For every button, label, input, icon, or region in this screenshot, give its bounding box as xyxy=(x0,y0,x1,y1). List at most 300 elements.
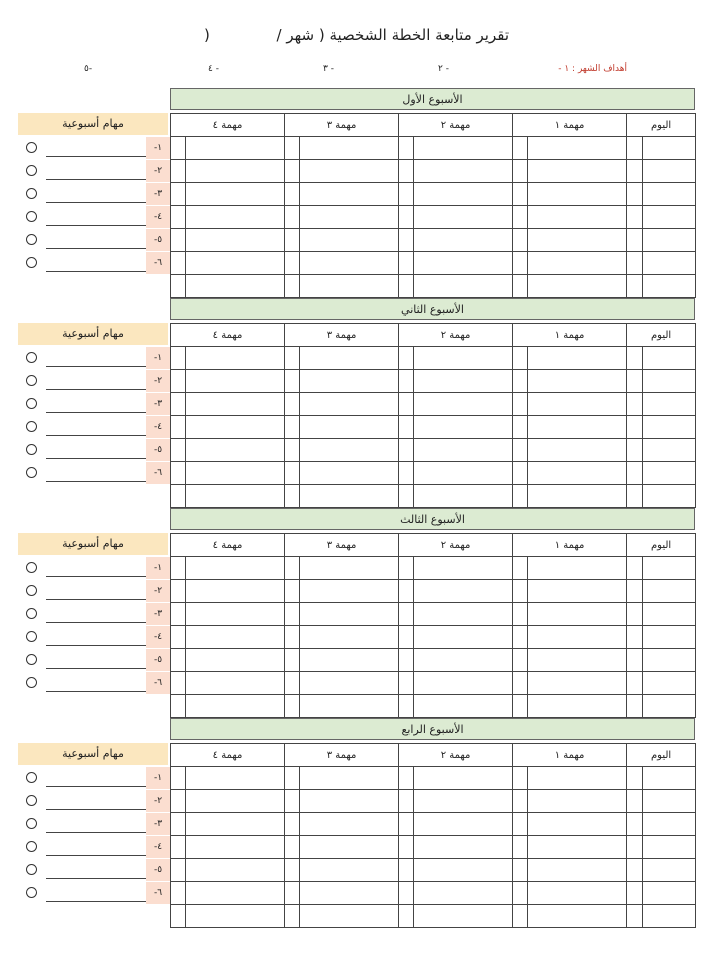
check-cell[interactable] xyxy=(285,767,300,790)
check-cell[interactable] xyxy=(513,206,528,229)
task-checkbox-circle-icon[interactable] xyxy=(26,864,37,875)
task-cell[interactable] xyxy=(186,813,285,836)
day-cell[interactable] xyxy=(643,672,696,695)
task-cell[interactable] xyxy=(186,790,285,813)
check-cell[interactable] xyxy=(285,137,300,160)
check-cell[interactable] xyxy=(627,439,643,462)
task-cell[interactable] xyxy=(300,626,399,649)
day-cell[interactable] xyxy=(643,649,696,672)
check-cell[interactable] xyxy=(399,580,414,603)
task-cell[interactable] xyxy=(186,859,285,882)
task-cell[interactable] xyxy=(300,275,399,298)
check-cell[interactable] xyxy=(513,229,528,252)
day-cell[interactable] xyxy=(643,252,696,275)
task-cell[interactable] xyxy=(186,229,285,252)
task-cell[interactable] xyxy=(414,859,513,882)
task-cell[interactable] xyxy=(528,206,627,229)
task-cell[interactable] xyxy=(186,275,285,298)
check-cell[interactable] xyxy=(171,905,186,928)
task-checkbox-circle-icon[interactable] xyxy=(26,608,37,619)
task-cell[interactable] xyxy=(186,370,285,393)
task-cell[interactable] xyxy=(300,229,399,252)
day-cell[interactable] xyxy=(643,813,696,836)
check-cell[interactable] xyxy=(399,859,414,882)
check-cell[interactable] xyxy=(399,160,414,183)
day-cell[interactable] xyxy=(643,275,696,298)
check-cell[interactable] xyxy=(627,557,643,580)
check-cell[interactable] xyxy=(399,649,414,672)
task-cell[interactable] xyxy=(528,137,627,160)
task-cell[interactable] xyxy=(186,137,285,160)
task-cell[interactable] xyxy=(414,370,513,393)
check-cell[interactable] xyxy=(171,649,186,672)
check-cell[interactable] xyxy=(627,580,643,603)
check-cell[interactable] xyxy=(513,347,528,370)
check-cell[interactable] xyxy=(513,580,528,603)
check-cell[interactable] xyxy=(285,229,300,252)
check-cell[interactable] xyxy=(513,695,528,718)
check-cell[interactable] xyxy=(513,416,528,439)
check-cell[interactable] xyxy=(513,790,528,813)
check-cell[interactable] xyxy=(627,836,643,859)
day-cell[interactable] xyxy=(643,859,696,882)
check-cell[interactable] xyxy=(399,790,414,813)
check-cell[interactable] xyxy=(399,626,414,649)
check-cell[interactable] xyxy=(627,275,643,298)
check-cell[interactable] xyxy=(171,206,186,229)
task-write-line[interactable] xyxy=(46,435,146,436)
task-cell[interactable] xyxy=(414,416,513,439)
check-cell[interactable] xyxy=(285,393,300,416)
task-cell[interactable] xyxy=(300,836,399,859)
task-write-line[interactable] xyxy=(46,645,146,646)
task-write-line[interactable] xyxy=(46,248,146,249)
check-cell[interactable] xyxy=(285,206,300,229)
task-write-line[interactable] xyxy=(46,832,146,833)
check-cell[interactable] xyxy=(171,695,186,718)
check-cell[interactable] xyxy=(285,439,300,462)
task-cell[interactable] xyxy=(186,836,285,859)
check-cell[interactable] xyxy=(399,275,414,298)
check-cell[interactable] xyxy=(513,275,528,298)
check-cell[interactable] xyxy=(399,416,414,439)
check-cell[interactable] xyxy=(513,649,528,672)
check-cell[interactable] xyxy=(171,137,186,160)
day-cell[interactable] xyxy=(643,137,696,160)
check-cell[interactable] xyxy=(513,462,528,485)
task-checkbox-circle-icon[interactable] xyxy=(26,257,37,268)
task-cell[interactable] xyxy=(414,485,513,508)
task-cell[interactable] xyxy=(300,462,399,485)
task-checkbox-circle-icon[interactable] xyxy=(26,375,37,386)
check-cell[interactable] xyxy=(627,626,643,649)
task-cell[interactable] xyxy=(300,649,399,672)
task-cell[interactable] xyxy=(300,160,399,183)
task-cell[interactable] xyxy=(528,626,627,649)
task-cell[interactable] xyxy=(414,672,513,695)
check-cell[interactable] xyxy=(627,370,643,393)
day-cell[interactable] xyxy=(643,370,696,393)
task-cell[interactable] xyxy=(300,252,399,275)
task-write-line[interactable] xyxy=(46,202,146,203)
task-cell[interactable] xyxy=(414,206,513,229)
task-write-line[interactable] xyxy=(46,156,146,157)
task-write-line[interactable] xyxy=(46,855,146,856)
check-cell[interactable] xyxy=(627,767,643,790)
task-cell[interactable] xyxy=(186,672,285,695)
day-cell[interactable] xyxy=(643,695,696,718)
task-cell[interactable] xyxy=(186,626,285,649)
check-cell[interactable] xyxy=(285,370,300,393)
check-cell[interactable] xyxy=(399,137,414,160)
task-cell[interactable] xyxy=(300,137,399,160)
check-cell[interactable] xyxy=(627,882,643,905)
check-cell[interactable] xyxy=(399,370,414,393)
check-cell[interactable] xyxy=(513,370,528,393)
check-cell[interactable] xyxy=(399,767,414,790)
task-cell[interactable] xyxy=(414,905,513,928)
task-cell[interactable] xyxy=(414,557,513,580)
task-cell[interactable] xyxy=(528,183,627,206)
check-cell[interactable] xyxy=(513,183,528,206)
task-write-line[interactable] xyxy=(46,668,146,669)
check-cell[interactable] xyxy=(627,485,643,508)
day-cell[interactable] xyxy=(643,767,696,790)
check-cell[interactable] xyxy=(513,557,528,580)
check-cell[interactable] xyxy=(285,557,300,580)
check-cell[interactable] xyxy=(171,836,186,859)
task-cell[interactable] xyxy=(300,813,399,836)
task-cell[interactable] xyxy=(186,206,285,229)
task-cell[interactable] xyxy=(300,672,399,695)
task-cell[interactable] xyxy=(186,649,285,672)
task-cell[interactable] xyxy=(528,347,627,370)
check-cell[interactable] xyxy=(627,672,643,695)
check-cell[interactable] xyxy=(285,183,300,206)
task-checkbox-circle-icon[interactable] xyxy=(26,188,37,199)
check-cell[interactable] xyxy=(285,695,300,718)
check-cell[interactable] xyxy=(171,393,186,416)
day-cell[interactable] xyxy=(643,229,696,252)
task-cell[interactable] xyxy=(528,557,627,580)
task-cell[interactable] xyxy=(414,882,513,905)
check-cell[interactable] xyxy=(399,603,414,626)
task-cell[interactable] xyxy=(414,813,513,836)
check-cell[interactable] xyxy=(627,416,643,439)
check-cell[interactable] xyxy=(513,485,528,508)
task-cell[interactable] xyxy=(414,649,513,672)
task-cell[interactable] xyxy=(414,137,513,160)
task-checkbox-circle-icon[interactable] xyxy=(26,562,37,573)
day-cell[interactable] xyxy=(643,206,696,229)
check-cell[interactable] xyxy=(399,462,414,485)
task-cell[interactable] xyxy=(528,790,627,813)
task-cell[interactable] xyxy=(414,439,513,462)
check-cell[interactable] xyxy=(513,859,528,882)
task-checkbox-circle-icon[interactable] xyxy=(26,142,37,153)
task-cell[interactable] xyxy=(300,767,399,790)
check-cell[interactable] xyxy=(171,462,186,485)
task-write-line[interactable] xyxy=(46,271,146,272)
check-cell[interactable] xyxy=(399,905,414,928)
check-cell[interactable] xyxy=(171,160,186,183)
check-cell[interactable] xyxy=(171,252,186,275)
task-write-line[interactable] xyxy=(46,179,146,180)
check-cell[interactable] xyxy=(171,859,186,882)
check-cell[interactable] xyxy=(399,813,414,836)
check-cell[interactable] xyxy=(285,485,300,508)
task-cell[interactable] xyxy=(300,580,399,603)
check-cell[interactable] xyxy=(399,882,414,905)
check-cell[interactable] xyxy=(171,275,186,298)
task-cell[interactable] xyxy=(414,836,513,859)
check-cell[interactable] xyxy=(171,229,186,252)
task-checkbox-circle-icon[interactable] xyxy=(26,444,37,455)
check-cell[interactable] xyxy=(171,580,186,603)
task-write-line[interactable] xyxy=(46,389,146,390)
task-checkbox-circle-icon[interactable] xyxy=(26,841,37,852)
task-cell[interactable] xyxy=(414,160,513,183)
task-cell[interactable] xyxy=(414,767,513,790)
task-cell[interactable] xyxy=(528,252,627,275)
check-cell[interactable] xyxy=(627,813,643,836)
task-write-line[interactable] xyxy=(46,458,146,459)
task-cell[interactable] xyxy=(186,882,285,905)
check-cell[interactable] xyxy=(285,672,300,695)
check-cell[interactable] xyxy=(285,462,300,485)
task-cell[interactable] xyxy=(186,462,285,485)
check-cell[interactable] xyxy=(513,813,528,836)
check-cell[interactable] xyxy=(513,905,528,928)
task-cell[interactable] xyxy=(186,603,285,626)
check-cell[interactable] xyxy=(627,347,643,370)
day-cell[interactable] xyxy=(643,905,696,928)
check-cell[interactable] xyxy=(399,836,414,859)
task-cell[interactable] xyxy=(528,439,627,462)
check-cell[interactable] xyxy=(513,626,528,649)
day-cell[interactable] xyxy=(643,580,696,603)
check-cell[interactable] xyxy=(171,672,186,695)
task-cell[interactable] xyxy=(300,485,399,508)
task-cell[interactable] xyxy=(414,603,513,626)
day-cell[interactable] xyxy=(643,183,696,206)
task-cell[interactable] xyxy=(300,206,399,229)
task-write-line[interactable] xyxy=(46,576,146,577)
check-cell[interactable] xyxy=(627,206,643,229)
check-cell[interactable] xyxy=(399,485,414,508)
task-cell[interactable] xyxy=(186,439,285,462)
task-cell[interactable] xyxy=(186,485,285,508)
task-cell[interactable] xyxy=(186,695,285,718)
check-cell[interactable] xyxy=(627,790,643,813)
check-cell[interactable] xyxy=(171,347,186,370)
task-cell[interactable] xyxy=(528,229,627,252)
check-cell[interactable] xyxy=(285,160,300,183)
day-cell[interactable] xyxy=(643,160,696,183)
task-cell[interactable] xyxy=(528,836,627,859)
check-cell[interactable] xyxy=(399,206,414,229)
day-cell[interactable] xyxy=(643,603,696,626)
task-checkbox-circle-icon[interactable] xyxy=(26,352,37,363)
task-cell[interactable] xyxy=(528,416,627,439)
check-cell[interactable] xyxy=(285,905,300,928)
task-cell[interactable] xyxy=(186,416,285,439)
task-checkbox-circle-icon[interactable] xyxy=(26,818,37,829)
check-cell[interactable] xyxy=(627,183,643,206)
check-cell[interactable] xyxy=(285,416,300,439)
day-cell[interactable] xyxy=(643,439,696,462)
task-cell[interactable] xyxy=(528,905,627,928)
day-cell[interactable] xyxy=(643,790,696,813)
task-cell[interactable] xyxy=(528,767,627,790)
task-cell[interactable] xyxy=(300,859,399,882)
task-cell[interactable] xyxy=(186,393,285,416)
check-cell[interactable] xyxy=(627,462,643,485)
check-cell[interactable] xyxy=(285,649,300,672)
task-checkbox-circle-icon[interactable] xyxy=(26,887,37,898)
check-cell[interactable] xyxy=(627,695,643,718)
task-cell[interactable] xyxy=(300,393,399,416)
task-checkbox-circle-icon[interactable] xyxy=(26,654,37,665)
check-cell[interactable] xyxy=(627,160,643,183)
check-cell[interactable] xyxy=(399,252,414,275)
check-cell[interactable] xyxy=(285,347,300,370)
task-cell[interactable] xyxy=(186,580,285,603)
check-cell[interactable] xyxy=(171,183,186,206)
check-cell[interactable] xyxy=(513,836,528,859)
check-cell[interactable] xyxy=(513,137,528,160)
task-checkbox-circle-icon[interactable] xyxy=(26,234,37,245)
task-cell[interactable] xyxy=(414,462,513,485)
check-cell[interactable] xyxy=(285,252,300,275)
check-cell[interactable] xyxy=(171,882,186,905)
task-cell[interactable] xyxy=(414,580,513,603)
check-cell[interactable] xyxy=(399,695,414,718)
task-cell[interactable] xyxy=(300,695,399,718)
check-cell[interactable] xyxy=(285,603,300,626)
task-write-line[interactable] xyxy=(46,412,146,413)
task-cell[interactable] xyxy=(300,416,399,439)
check-cell[interactable] xyxy=(627,905,643,928)
task-cell[interactable] xyxy=(414,275,513,298)
task-cell[interactable] xyxy=(300,905,399,928)
day-cell[interactable] xyxy=(643,882,696,905)
task-checkbox-circle-icon[interactable] xyxy=(26,421,37,432)
task-cell[interactable] xyxy=(414,252,513,275)
task-cell[interactable] xyxy=(528,649,627,672)
check-cell[interactable] xyxy=(513,882,528,905)
task-write-line[interactable] xyxy=(46,599,146,600)
check-cell[interactable] xyxy=(399,393,414,416)
day-cell[interactable] xyxy=(643,557,696,580)
check-cell[interactable] xyxy=(171,767,186,790)
check-cell[interactable] xyxy=(171,626,186,649)
task-write-line[interactable] xyxy=(46,901,146,902)
task-cell[interactable] xyxy=(414,695,513,718)
task-cell[interactable] xyxy=(186,183,285,206)
task-cell[interactable] xyxy=(186,557,285,580)
task-write-line[interactable] xyxy=(46,225,146,226)
task-write-line[interactable] xyxy=(46,809,146,810)
day-cell[interactable] xyxy=(643,626,696,649)
check-cell[interactable] xyxy=(627,137,643,160)
check-cell[interactable] xyxy=(513,252,528,275)
check-cell[interactable] xyxy=(171,603,186,626)
task-cell[interactable] xyxy=(414,790,513,813)
check-cell[interactable] xyxy=(627,603,643,626)
check-cell[interactable] xyxy=(513,439,528,462)
task-checkbox-circle-icon[interactable] xyxy=(26,631,37,642)
check-cell[interactable] xyxy=(399,183,414,206)
task-cell[interactable] xyxy=(528,370,627,393)
check-cell[interactable] xyxy=(399,439,414,462)
day-cell[interactable] xyxy=(643,485,696,508)
check-cell[interactable] xyxy=(285,813,300,836)
task-checkbox-circle-icon[interactable] xyxy=(26,585,37,596)
task-cell[interactable] xyxy=(300,882,399,905)
task-cell[interactable] xyxy=(528,462,627,485)
day-cell[interactable] xyxy=(643,393,696,416)
task-cell[interactable] xyxy=(414,347,513,370)
check-cell[interactable] xyxy=(285,790,300,813)
task-cell[interactable] xyxy=(186,160,285,183)
check-cell[interactable] xyxy=(513,767,528,790)
task-write-line[interactable] xyxy=(46,622,146,623)
task-write-line[interactable] xyxy=(46,786,146,787)
check-cell[interactable] xyxy=(285,580,300,603)
check-cell[interactable] xyxy=(513,393,528,416)
check-cell[interactable] xyxy=(171,439,186,462)
task-checkbox-circle-icon[interactable] xyxy=(26,677,37,688)
check-cell[interactable] xyxy=(285,626,300,649)
check-cell[interactable] xyxy=(171,370,186,393)
check-cell[interactable] xyxy=(627,649,643,672)
task-cell[interactable] xyxy=(300,790,399,813)
task-cell[interactable] xyxy=(528,882,627,905)
day-cell[interactable] xyxy=(643,347,696,370)
task-cell[interactable] xyxy=(414,393,513,416)
check-cell[interactable] xyxy=(285,275,300,298)
task-write-line[interactable] xyxy=(46,878,146,879)
check-cell[interactable] xyxy=(513,160,528,183)
check-cell[interactable] xyxy=(513,603,528,626)
task-checkbox-circle-icon[interactable] xyxy=(26,795,37,806)
check-cell[interactable] xyxy=(171,557,186,580)
check-cell[interactable] xyxy=(171,813,186,836)
task-cell[interactable] xyxy=(528,275,627,298)
task-cell[interactable] xyxy=(300,370,399,393)
task-cell[interactable] xyxy=(300,603,399,626)
task-cell[interactable] xyxy=(528,695,627,718)
check-cell[interactable] xyxy=(399,229,414,252)
check-cell[interactable] xyxy=(285,882,300,905)
task-cell[interactable] xyxy=(186,252,285,275)
check-cell[interactable] xyxy=(627,229,643,252)
check-cell[interactable] xyxy=(399,557,414,580)
task-cell[interactable] xyxy=(414,183,513,206)
task-write-line[interactable] xyxy=(46,691,146,692)
task-checkbox-circle-icon[interactable] xyxy=(26,772,37,783)
task-cell[interactable] xyxy=(528,160,627,183)
check-cell[interactable] xyxy=(171,790,186,813)
check-cell[interactable] xyxy=(285,836,300,859)
task-checkbox-circle-icon[interactable] xyxy=(26,398,37,409)
task-cell[interactable] xyxy=(528,485,627,508)
task-cell[interactable] xyxy=(300,439,399,462)
day-cell[interactable] xyxy=(643,462,696,485)
day-cell[interactable] xyxy=(643,416,696,439)
day-cell[interactable] xyxy=(643,836,696,859)
